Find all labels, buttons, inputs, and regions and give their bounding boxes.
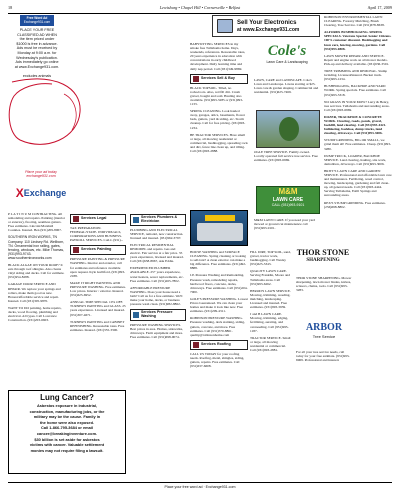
spray-icon xyxy=(133,312,139,318)
classified-column-7 xyxy=(324,15,392,212)
listing-be-tractor: BE TRACTOR SERVICES. Have small or large, all mowing residential or commercial, bushhogging, spreading rock and dirt, fence line clean up, and tilling. Call (931)993-2888. xyxy=(190,132,248,153)
free-word-ad-line: Ads immediately go online xyxy=(15,60,59,65)
lung-cancer-line: Asbestos exposure in industrial, xyxy=(36,403,98,408)
listing-coles-lawn: LAWN, CARE and LANDSCAPE. Cole's Lawn and Landscape. Lawns starting at $25. Lawn care & garden shaping. Commercial and residential. (931)625-7469. xyxy=(254,78,319,95)
listing-babysitting: BABYSITTING SERVICES in my smoke free Tullahoma home. Days, weekends, references. Reasonable rates, 20 years experience in education with concentrations in early childhood development. Daily learning time and daily nap period. Call (931)349-9869. xyxy=(190,42,246,71)
lung-cancer-line: construction, manufacturing jobs, or the xyxy=(29,408,105,414)
free-word-ad-badge xyxy=(20,15,54,26)
listing-fill-dirt: FILL DIRT, TOP SOIL, sand, gravel, tractor work, bushhogging. Call Wesley (931)625-3343. xyxy=(250,250,291,267)
house-icon xyxy=(193,342,199,348)
listing-painting-repairs: WANT TO DO painting, home repairs, decks, wood flooring, plumbing and electrical. All types. Call Lowrance Construction. (931)203-6603. xyxy=(8,305,62,323)
listing-jp-pressure: J.P. Pressure Washing and Remodeling. Pressure wash, remodeling repairs, hardwood floors, concrete, decks, driveways. Free estimates. Call (931)204-7000. xyxy=(190,273,248,294)
listing-tree-trimming: TREE TRIMMING AND REMOVAL. Stump Grinding. Licensed/insured. Bucket truck. (931)993-1234. xyxy=(324,69,388,82)
issue-date: April 17, 2009 xyxy=(367,5,392,10)
listing-ogle-tree: OGLE TREE SERVICE. Family owned. Locally operated full service tree service. Free estimates. (931)993-6969. xyxy=(254,150,318,163)
free-word-ad-line: at www.Exchange931.com. xyxy=(14,64,60,69)
coles-logo: Cole's xyxy=(267,43,307,59)
lung-cancer-ad[interactable] xyxy=(8,390,126,474)
header-painting-label: Services Painting xyxy=(81,247,112,252)
listing-no-grass: NO GRASS IN YOUR MOW? Larry & Henry, tree services. Tullahoma and surrounding areas. Call (931)993-6969. xyxy=(324,99,390,112)
lung-cancer-title: Lung Cancer? xyxy=(40,393,94,402)
listing-make-it-right: MAKE IT RIGHT PAINTING AND PRESSURE WASHING. Free estimates. Low prices. Interior / exterior. Insured. (931)625-6952. xyxy=(70,280,126,298)
free-word-ad-line: excludes animals xyxy=(22,73,52,78)
free-word-ad-line: Monday at 9:00 a.m. for xyxy=(17,50,57,55)
thor-listing xyxy=(296,276,352,295)
header-pressure-washing xyxy=(130,309,186,321)
place-ad-line2: exchange931.com xyxy=(26,174,56,178)
listing-platinum: P L A T I N U M CONTRACTING. All remodeling and repairs. Painting (interior or exterior), flooring, seamless gutters. Free estimates. Lincoln/Marshall Counties. Insured. Ben (931)209-8067. xyxy=(8,212,66,233)
listing-robinson-env: ROBINSON ENVIRONMENTAL LAWN CLEARING. Forestry Mulching, Brush Clearing, Tree Service. Call (931)678-8638. xyxy=(324,15,385,28)
listing-pressure-services: PRESSURE WASHING SERVICES. Best prices in area. Homes, sidewalks, driveways. Farm equipment and more. Free estimates. Call (931)698-9074. xyxy=(130,322,184,340)
header-roofing-label: Services Roofing xyxy=(201,341,231,346)
listing-experienced-plumber: EXPERIENCED PLUMBER AVAILABLE. 25+ years experience, water heaters, sewer replacements, etc. Free estimates. Call (931)265-7802. xyxy=(130,266,184,283)
page-number: 18 xyxy=(8,5,13,10)
classified-column-4 xyxy=(190,250,248,371)
scales-icon xyxy=(73,216,79,222)
listing-quality-lawn: QUALITY LAWN CARE. Serving Franklin, Moore and Tullahoma areas. Call (931)993-6262. xyxy=(250,269,290,286)
tree-service-photo xyxy=(256,110,320,148)
listing-jb-lawn: J and B LAWN CARE. Mowing, trimming, edging, fertilizing, aerating, and overseeding. Call (931)993-1187. xyxy=(250,312,289,333)
header-sell-buy xyxy=(190,74,248,84)
classified-column-3 xyxy=(130,212,186,342)
listing-mm-lawn: M&M LAWN CARE. If you need your yard mowed or ground cut maintenance call (931)993-9101. xyxy=(254,218,316,231)
lung-cancer-line: $30 billion is set aside for asbestos xyxy=(34,436,100,442)
lung-cancer-line: Call 1-866-795-3684 or email xyxy=(41,425,93,431)
listing-dump-truck: DUMP TRUCK, LOADER, BACKHOE SERVICE. Land clearing, hauling, site work, demolition, driveways. Call (931)993-3006. xyxy=(324,153,387,166)
listing-southern-iron: SOUTHERN IRON WORKS, TN Company. 110 Lindsey Rd. Wellborn, TN. Ornamental iron railing, gates, fencing, windows, etc. Mike Thomas, (931)993-9743. www.southernironworks.com xyxy=(8,235,65,260)
truck-icon xyxy=(193,76,199,82)
coles-sub: Lawn Care & Landscaping xyxy=(266,60,308,64)
sell-ad-line2: at www.Exchange931.com xyxy=(237,26,300,33)
listing-black-topsoil: BLACK TOPSOIL. Tilled, no rocks/roots. Also, red fill dirt. Crush gravel, bought and sold. Hauling also available. (931)993-3285 or (931)993-1133. xyxy=(190,85,244,107)
badge-sub: Exchange931.com xyxy=(23,20,51,24)
listing-roofing: CALL US TODAY for your roofing needs. Roofing, metal, shingles, siding, gutters, repairs. Free estimates. Call (931)637-6608. xyxy=(190,351,245,369)
free-word-ad-line: PLACE YOUR FREE xyxy=(19,28,55,32)
listing-tractor-service: TRACTOR SERVICE. Small or large, all mowing residential or commercial. Call (931)993-2881. xyxy=(250,335,291,352)
listing-bushhogging: BUSHHOGGING, BACKHOE AND YARD WORK. Spring specials. Free estimates. Call (931)993-3318. xyxy=(324,84,387,97)
listing-thor-stone: THOR STONE SHARPENING. Mower sharpening, lawn mower blades, knives, scissors, chains, tools. Call (931)993-3283. xyxy=(296,276,352,293)
listing-black-algae: BLACK ALGAE ON YOUR ROOF? It eats through roof shingles. Also cleans vinyl siding and decks. Call for estimate. (931)954-8288. xyxy=(8,263,65,280)
header-painting xyxy=(70,245,126,255)
sell-ad-line1: Sell Your Electronics xyxy=(237,19,297,26)
listing-turners: TURNER'S PAINTING and CABINET REFINISHING. Reasonable rates. Free estimates. Insured. (931)355-3300. xyxy=(70,319,125,332)
footer-text: Place your free word ad · Exchange931.com xyxy=(164,485,236,489)
pressure-washing-photo-ad[interactable] xyxy=(190,210,248,246)
newspaper-title: Lewisburg • Chapel Hill • Cornersville • Belfast xyxy=(159,5,241,10)
sell-electronics-ad[interactable] xyxy=(212,15,320,37)
mm-lawn-care-ad[interactable] xyxy=(256,186,320,214)
exchange-x-icon: X xyxy=(15,186,24,200)
listing-robinson-pressure: ROBINSON PRESSURE WASHING. Pressure washing, deck staining, siding, gutters, concrete, and more. Free estimates. Call (931)570-8861. quality@robinsonhome.com xyxy=(190,316,245,337)
place-ad-callout[interactable] xyxy=(14,170,68,178)
coles-logo-ad[interactable] xyxy=(254,42,320,74)
paint-roller-icon xyxy=(73,247,79,253)
lung-cancer-text xyxy=(12,403,122,453)
page-header xyxy=(8,3,392,14)
classified-column-1 xyxy=(8,212,66,325)
listing-garage-door: GARAGE DOOR SERVICE AND REPAIR. We replace your springs and rollers, make them good as new. Honest/affordable service and repair. Insured. Call (931)305-9870. xyxy=(8,282,61,303)
header-roofing xyxy=(190,340,248,350)
listing-affordable-pressure: AFFORDABLE PRESSURE WASHING. Does your house need a bath? Call us for a free estimate. We'll make your home, decks, or business pressure wash clean. (931)982-8862. xyxy=(130,285,183,307)
mm-listing xyxy=(254,218,320,233)
listing-mower-repair: LAWN MOWER REPAIR AND SERVICE. Repair and engine work on all mower models. Pick-up and delivery available. (931)636-3501. xyxy=(324,53,390,66)
listing-goles-pressure: GOLE'S PRESSURE WASHING. Lowest Prices Guaranteed. We can clean your homes and make it look like new. Free estimates. (931)209-4311. xyxy=(190,296,248,314)
red-circle-annotation xyxy=(6,78,86,154)
lung-cancer-line: cancer@breakinginventure.com. xyxy=(36,430,98,436)
listing-arbor: For all your tree service needs, call today for your free estimate. (931)993-6969. Professional and insured. xyxy=(296,350,350,363)
free-word-ad-line: Ads must be received by xyxy=(16,46,58,51)
page-footer xyxy=(8,482,392,491)
listing-pressure-painting: PRESSURE PAINTING & PRESSURE WASHING. Interior and exterior, call for estimates and reference available upon request. Kyle Gulliford, (931)993-2188. xyxy=(70,257,126,278)
listing-stump-grinding: STUMP GRINDING, BIG OR SMALL, we grind them all! Free estimates. Cheap. (931)993-3280. xyxy=(324,138,392,151)
header-plumbing-label: Services Plumbers & Electrician xyxy=(141,215,178,223)
lung-cancer-line: victims with cancer. Valuable settlement xyxy=(29,442,105,448)
listing-electrical-remodel: ELECTRICAL RESIDENTIAL REMODEL and repairs. Gas and electric. Fair service at a fair price. 35 years experience, licensed and insured. Call (931)638-8967, Ask Eddie. xyxy=(130,242,184,264)
classified-column-2 xyxy=(70,212,126,335)
listing-plumbing-electrical: PLUMBING AND ELECTRICAL SERVICE, remodel, new construction. licensed and insured. (931)962-3797. xyxy=(130,227,184,240)
arbor-tree-ad[interactable] xyxy=(298,322,350,346)
lung-cancer-line: the home were also exposed. xyxy=(39,419,95,425)
listing-dozer: DOZER, TRACKHOE & CONCRETE WORK. Clearing, roads, ponds, gravel, backfill, land clearing. Call (931)993-4421. bulldozing, backhoe, dump trucks, land clearing, driveways. Call (931)993-3006. xyxy=(324,114,387,136)
thor-stone-ad[interactable] xyxy=(296,248,350,274)
free-word-ad-line: CLASSIFIED AD WHEN xyxy=(17,32,57,37)
lung-cancer-line: monies may not require filing a lawsuit. xyxy=(30,447,104,453)
lung-cancer-line: military may be the cause. Family in xyxy=(33,414,101,420)
mm-phone: CALL (931)993-9101 xyxy=(271,203,305,207)
arbor-listing xyxy=(296,350,352,365)
thor-sub: SHARPENING xyxy=(306,258,340,263)
exchange-wordmark: Exchange xyxy=(23,188,67,198)
listing-house-washing: HOUSE WASHING and SURFACE CLEANING. Spring cleaning or looking to sell/rent? A clean exterior can make a big difference. Free estimates. (931)492-8888. xyxy=(190,250,247,271)
listing-tax-prep: TAX PREPARATION. FEDERAL/STATE. INDIVIDUALS, CORPORATIONS AND BUSINESS. PAYROLL SERVICES. CALL (931)... xyxy=(70,226,124,243)
thor-title: THOR STONE xyxy=(296,248,350,257)
classified-column-5b xyxy=(250,250,292,355)
tree-image xyxy=(279,117,299,141)
listing-herods: HEROD'S LAWN SERVICE. Mowing, trimming, weeding, mulching, landscaping. Licensed and insured. Free estimates. (931)993-3939. xyxy=(250,288,291,310)
badge-title: Free Word Ad xyxy=(26,16,48,20)
listing-rexs-stump: REX'S STUMP GRINDING. Free estimates. (256)698-8802. xyxy=(324,200,386,209)
washing-truck-image xyxy=(197,223,243,241)
free-word-ad-line: $1000 is free in advance. xyxy=(16,41,58,46)
mm-title: LAWN CARE xyxy=(272,197,304,203)
arbor-logo: ARBOR xyxy=(305,322,343,333)
exchange-logo xyxy=(14,183,68,203)
arbor-sub: Tree Service xyxy=(312,334,336,339)
free-word-ad-line: Wednesday's publication. xyxy=(16,55,58,60)
free-word-ad-line: the item priced under xyxy=(19,37,55,42)
free-word-ad-text xyxy=(8,28,66,79)
header-legal-label: Services Legal xyxy=(81,216,107,221)
mm-logo: M&M xyxy=(278,187,298,196)
header-legal xyxy=(70,214,126,224)
wash-spray-image xyxy=(205,215,235,221)
wrench-icon xyxy=(133,217,139,223)
classified-column-6b xyxy=(254,150,320,165)
header-plumbing xyxy=(130,214,186,226)
listing-britts: BRITT'S LAWN CARE AND GARDEN SERVICE. Professional and affordable lawn care and maintenance. Fertilizing, weed control, mowing, landscaping, gardening and fall clean-up, all general needs. Call (931)993-4444. Serving Tullahoma, Estill Springs and surrounding areas. xyxy=(324,168,392,198)
listing-annual-special: ANNUAL TIME SPECIAL 10% OFF. TURNER'S PAINTING and GLASS. 25 years experience. Licensed and insured. (931)307-4671. xyxy=(70,300,126,317)
classified-column-5 xyxy=(190,42,248,202)
classified-column-6 xyxy=(254,78,320,97)
header-pressure-label: Services Pressure Washing xyxy=(141,310,173,318)
place-ad-line1: Place your ad today xyxy=(25,170,57,174)
listing-alfords: ALFORDS BUSHHOGGING. SPRING SPECIALS. Veterans Special. Senior Citizens. 100% customer discount. Bushhogging and lawn care, fencing, mowing, gardens. Call (931)993-0808. xyxy=(324,30,392,51)
header-sell-buy-label: Services Sell & Buy xyxy=(201,75,235,80)
monitor-icon xyxy=(217,19,233,33)
listing-spring-cleaning: SPRING CLEANING. Look hauled away, garages, attics, basements, flower beds, gutters, yard & siding, etc. Storm cleanup. Call for free pricing. (931)993-1234. xyxy=(190,109,246,130)
